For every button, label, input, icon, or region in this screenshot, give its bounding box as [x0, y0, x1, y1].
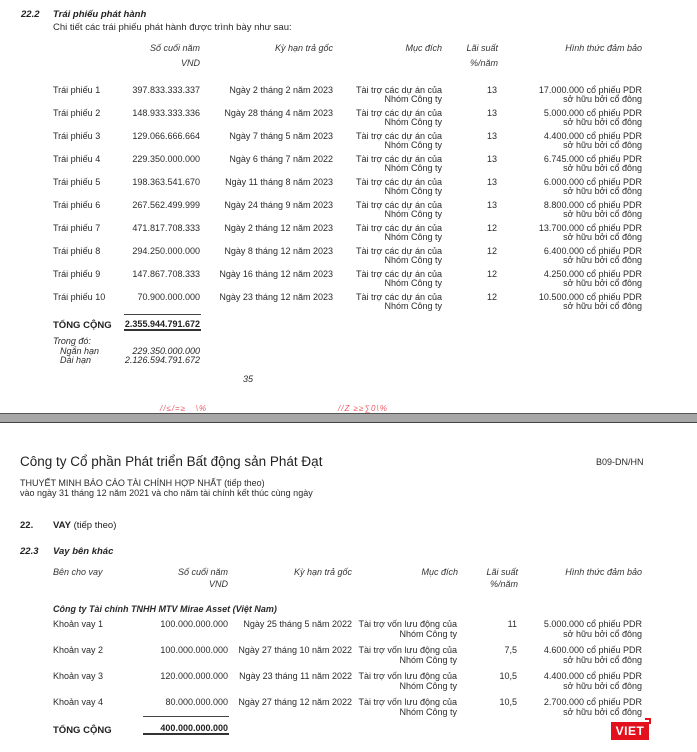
bond-rate: 12: [486, 269, 497, 279]
bond-amount: 198.363.541.670: [132, 177, 200, 187]
bond-purpose-line1: Tài trợ các dự án của: [356, 200, 442, 210]
bond-maturity: Ngày 23 tháng 12 năm 2023: [219, 292, 333, 302]
bond-rate: 13: [486, 85, 497, 95]
loan-purpose-line2: Nhóm Công ty: [399, 629, 457, 639]
section-title: Trái phiếu phát hành: [53, 9, 147, 20]
loan-security-line2: sở hữu bởi cổ đông: [563, 681, 642, 691]
loan-security-line1: 5.000.000 cổ phiếu PDR: [543, 619, 642, 629]
bond-rate: 12: [486, 246, 497, 256]
bond-purpose-line1: Tài trợ các dự án của: [356, 223, 442, 233]
total-amount: 2.355.944.791.672: [124, 319, 200, 329]
bond-maturity: Ngày 6 tháng 7 năm 2022: [229, 154, 333, 164]
bond-amount: 129.066.666.664: [132, 131, 200, 141]
loan-amount: 120.000.000.000: [160, 671, 228, 681]
loan-purpose-line2: Nhóm Công ty: [399, 655, 457, 665]
bond-rate: 12: [486, 223, 497, 233]
loan-name: Khoản vay 1: [53, 619, 104, 629]
bond-purpose-line2: Nhóm Công ty: [384, 301, 442, 311]
loan-name: Khoản vay 4: [53, 697, 104, 707]
bond-security-line2: sở hữu bởi cổ đông: [563, 117, 642, 127]
bond-security-line1: 6.400.000 cổ phiếu PDR: [543, 246, 642, 256]
bond-amount: 147.867.708.333: [132, 269, 200, 279]
stamp-mark-left: //≤/=≥ \%: [160, 404, 208, 413]
header-amount-2: Số cuối năm: [177, 567, 228, 577]
bond-rate: 12: [486, 292, 497, 302]
header-maturity: Kỳ hạn trả gốc: [274, 43, 333, 53]
loan-rate: 11: [507, 619, 517, 629]
subsection-number: 22.3: [20, 546, 39, 557]
bond-security-line2: sở hữu bởi cổ đông: [563, 140, 642, 150]
bond-name: Trái phiếu 10: [53, 292, 106, 302]
bond-purpose-line1: Tài trợ các dự án của: [356, 269, 442, 279]
bond-purpose-line2: Nhóm Công ty: [384, 278, 442, 288]
bond-rate: 13: [486, 200, 497, 210]
viet-logo-corner: [645, 718, 651, 724]
bond-rate: 13: [486, 177, 497, 187]
bond-security-line2: sở hữu bởi cổ đông: [563, 163, 642, 173]
bond-amount: 397.833.333.337: [132, 85, 200, 95]
loan-amount: 100.000.000.000: [160, 645, 228, 655]
viet-logo: VIET: [611, 722, 649, 740]
bond-purpose-line2: Nhóm Công ty: [384, 163, 442, 173]
bond-amount: 70.900.000.000: [137, 292, 200, 302]
total-rule-bottom: [124, 329, 201, 331]
total-rule-bottom-2: [143, 733, 229, 735]
bond-security-line2: sở hữu bởi cổ đông: [563, 186, 642, 196]
loan-name: Khoản vay 3: [53, 671, 104, 681]
report-title-text: THUYẾT MINH BÁO CÁO TÀI CHÍNH HỢP NHẤT: [20, 478, 222, 488]
bond-maturity: Ngày 8 tháng 12 năm 2023: [224, 246, 333, 256]
bond-security-line1: 10.500.000 cổ phiếu PDR: [538, 292, 642, 302]
loan-security-line2: sở hữu bởi cổ đông: [563, 655, 642, 665]
bond-maturity: Ngày 16 tháng 12 năm 2023: [219, 269, 333, 279]
report-date: vào ngày 31 tháng 12 năm 2021 và cho năm tài chính kết thúc cùng ngày: [20, 488, 313, 498]
long-term-amount: 2.126.594.791.672: [124, 355, 200, 365]
bond-security-line2: sở hữu bởi cổ đông: [563, 94, 642, 104]
header-purpose: Mục đích: [405, 43, 442, 53]
header-rate-2: Lãi suất: [486, 567, 518, 577]
header-amount-unit-2: VND: [208, 579, 228, 589]
bond-purpose-line2: Nhóm Công ty: [384, 209, 442, 219]
bond-security-line1: 17.000.000 cổ phiếu PDR: [538, 85, 642, 95]
total-amount-2: 400.000.000.000: [160, 723, 228, 733]
bond-maturity: Ngày 2 tháng 12 năm 2023: [224, 223, 333, 233]
bond-amount: 267.562.499.999: [132, 200, 200, 210]
loan-security-line1: 4.400.000 cổ phiếu PDR: [543, 671, 642, 681]
loan-amount: 80.000.000.000: [165, 697, 228, 707]
bond-name: Trái phiếu 7: [53, 223, 101, 233]
loan-maturity: Ngày 27 tháng 12 năm 2022: [238, 697, 352, 707]
loan-purpose-line1: Tài trợ vốn lưu động của: [358, 645, 457, 655]
bond-purpose-line1: Tài trợ các dự án của: [356, 85, 442, 95]
intro-text: Chi tiết các trái phiếu phát hành được trình bày như sau:: [53, 22, 292, 33]
bond-security-line1: 5.000.000 cổ phiếu PDR: [543, 108, 642, 118]
section-suffix: (tiếp theo): [73, 520, 117, 531]
bond-purpose-line2: Nhóm Công ty: [384, 186, 442, 196]
loan-rate: 7,5: [504, 645, 517, 655]
stamp-mark-right: //Z ≥≥∑0\%: [338, 404, 388, 413]
bond-purpose-line1: Tài trợ các dự án của: [356, 246, 442, 256]
header-purpose-2: Mục đích: [421, 567, 458, 577]
bond-name: Trái phiếu 2: [53, 108, 101, 118]
company-name: Công ty Cổ phần Phát triển Bất động sản Phát Đạt: [20, 454, 323, 469]
bond-security-line1: 4.400.000 cổ phiếu PDR: [543, 131, 642, 141]
loan-security-line2: sở hữu bởi cổ đông: [563, 707, 642, 717]
loan-maturity: Ngày 25 tháng 5 năm 2022: [243, 619, 352, 629]
bond-maturity: Ngày 7 tháng 5 năm 2023: [229, 131, 333, 141]
bond-name: Trái phiếu 1: [53, 85, 101, 95]
bond-rate: 13: [486, 154, 497, 164]
loan-security-line1: 2.700.000 cổ phiếu PDR: [543, 697, 642, 707]
bond-purpose-line2: Nhóm Công ty: [384, 117, 442, 127]
bond-purpose-line2: Nhóm Công ty: [384, 232, 442, 242]
total-label: TỔNG CỘNG: [53, 320, 112, 331]
header-rate: Lãi suất: [466, 43, 498, 53]
bond-name: Trái phiếu 8: [53, 246, 101, 256]
bond-purpose-line1: Tài trợ các dự án của: [356, 292, 442, 302]
bond-rate: 13: [486, 131, 497, 141]
bond-name: Trái phiếu 9: [53, 269, 101, 279]
loan-rate: 10,5: [499, 697, 517, 707]
lender-name: Công ty Tài chính TNHH MTV Mirae Asset (Việt Nam): [53, 604, 277, 614]
bond-purpose-line1: Tài trợ các dự án của: [356, 154, 442, 164]
bond-maturity: Ngày 2 tháng 2 năm 2023: [229, 85, 333, 95]
bond-security-line1: 4.250.000 cổ phiếu PDR: [543, 269, 642, 279]
breakdown-label: Trong đó:: [53, 336, 91, 346]
header-security: Hình thức đảm bảo: [565, 43, 642, 53]
bond-security-line1: 13.700.000 cổ phiếu PDR: [538, 223, 642, 233]
section-number: 22.2: [21, 9, 40, 20]
header-security-2: Hình thức đảm bảo: [565, 567, 642, 577]
bond-amount: 471.817.708.333: [132, 223, 200, 233]
total-rule-top: [124, 314, 201, 315]
total-label-2: TỔNG CỘNG: [53, 725, 112, 736]
bond-amount: 229.350.000.000: [132, 154, 200, 164]
page-separator: [0, 413, 697, 423]
bond-purpose-line2: Nhóm Công ty: [384, 94, 442, 104]
bond-security-line2: sở hữu bởi cổ đông: [563, 301, 642, 311]
bond-security-line1: 6.000.000 cổ phiếu PDR: [543, 177, 642, 187]
loan-purpose-line1: Tài trợ vốn lưu động của: [358, 619, 457, 629]
short-term-label: Ngắn hạn: [60, 346, 100, 356]
section-title-2: [53, 520, 116, 531]
bond-name: Trái phiếu 5: [53, 177, 101, 187]
loan-amount: 100.000.000.000: [160, 619, 228, 629]
bond-purpose-line1: Tài trợ các dự án của: [356, 131, 442, 141]
header-rate-unit: %/năm: [469, 58, 498, 68]
loan-purpose-line2: Nhóm Công ty: [399, 681, 457, 691]
section-number-2: 22.: [20, 520, 34, 531]
long-term-label: Dài hạn: [60, 355, 92, 365]
total-rule-top-2: [143, 716, 229, 717]
page-number: 35: [243, 374, 254, 384]
bond-security-line2: sở hữu bởi cổ đông: [563, 278, 642, 288]
bond-security-line1: 6.745.000 cổ phiếu PDR: [543, 154, 642, 164]
header-rate-unit-2: %/năm: [489, 579, 518, 589]
bond-security-line2: sở hữu bởi cổ đông: [563, 232, 642, 242]
bond-rate: 13: [486, 108, 497, 118]
report-title-suffix: (tiếp theo): [224, 478, 265, 488]
bond-amount: 294.250.000.000: [132, 246, 200, 256]
bond-name: Trái phiếu 4: [53, 154, 101, 164]
header-maturity-2: Kỳ hạn trả gốc: [293, 567, 352, 577]
loan-maturity: Ngày 23 tháng 11 năm 2022: [239, 671, 352, 681]
bond-security-line2: sở hữu bởi cổ đông: [563, 209, 642, 219]
bond-name: Trái phiếu 3: [53, 131, 101, 141]
bond-purpose-line1: Tài trợ các dự án của: [356, 108, 442, 118]
loan-rate: 10,5: [499, 671, 517, 681]
loan-security-line2: sở hữu bởi cổ đông: [563, 629, 642, 639]
bond-purpose-line2: Nhóm Công ty: [384, 255, 442, 265]
form-code: B09-DN/HN: [596, 457, 644, 467]
bond-purpose-line2: Nhóm Công ty: [384, 140, 442, 150]
loan-security-line1: 4.600.000 cổ phiếu PDR: [543, 645, 642, 655]
short-term-amount: 229.350.000.000: [132, 346, 200, 356]
loan-purpose-line1: Tài trợ vốn lưu động của: [358, 697, 457, 707]
subsection-title: Vay bên khác: [53, 546, 114, 557]
loan-name: Khoản vay 2: [53, 645, 104, 655]
bond-maturity: Ngày 28 tháng 4 năm 2023: [224, 108, 333, 118]
bond-name: Trái phiếu 6: [53, 200, 101, 210]
bond-security-line1: 8.800.000 cổ phiếu PDR: [543, 200, 642, 210]
bond-purpose-line1: Tài trợ các dự án của: [356, 177, 442, 187]
bond-security-line2: sở hữu bởi cổ đông: [563, 255, 642, 265]
header-lender: Bên cho vay: [53, 567, 103, 577]
report-title: [20, 478, 265, 488]
bond-amount: 148.933.333.336: [132, 108, 200, 118]
loan-maturity: Ngày 27 tháng 10 năm 2022: [238, 645, 352, 655]
bond-maturity: Ngày 11 tháng 8 năm 2023: [225, 177, 333, 187]
loan-purpose-line2: Nhóm Công ty: [399, 707, 457, 717]
header-amount: Số cuối năm: [149, 43, 200, 53]
section-title-text: VAY: [53, 520, 71, 531]
header-amount-unit: VND: [180, 58, 200, 68]
bond-maturity: Ngày 24 tháng 9 năm 2023: [224, 200, 333, 210]
loan-purpose-line1: Tài trợ vốn lưu động của: [358, 671, 457, 681]
